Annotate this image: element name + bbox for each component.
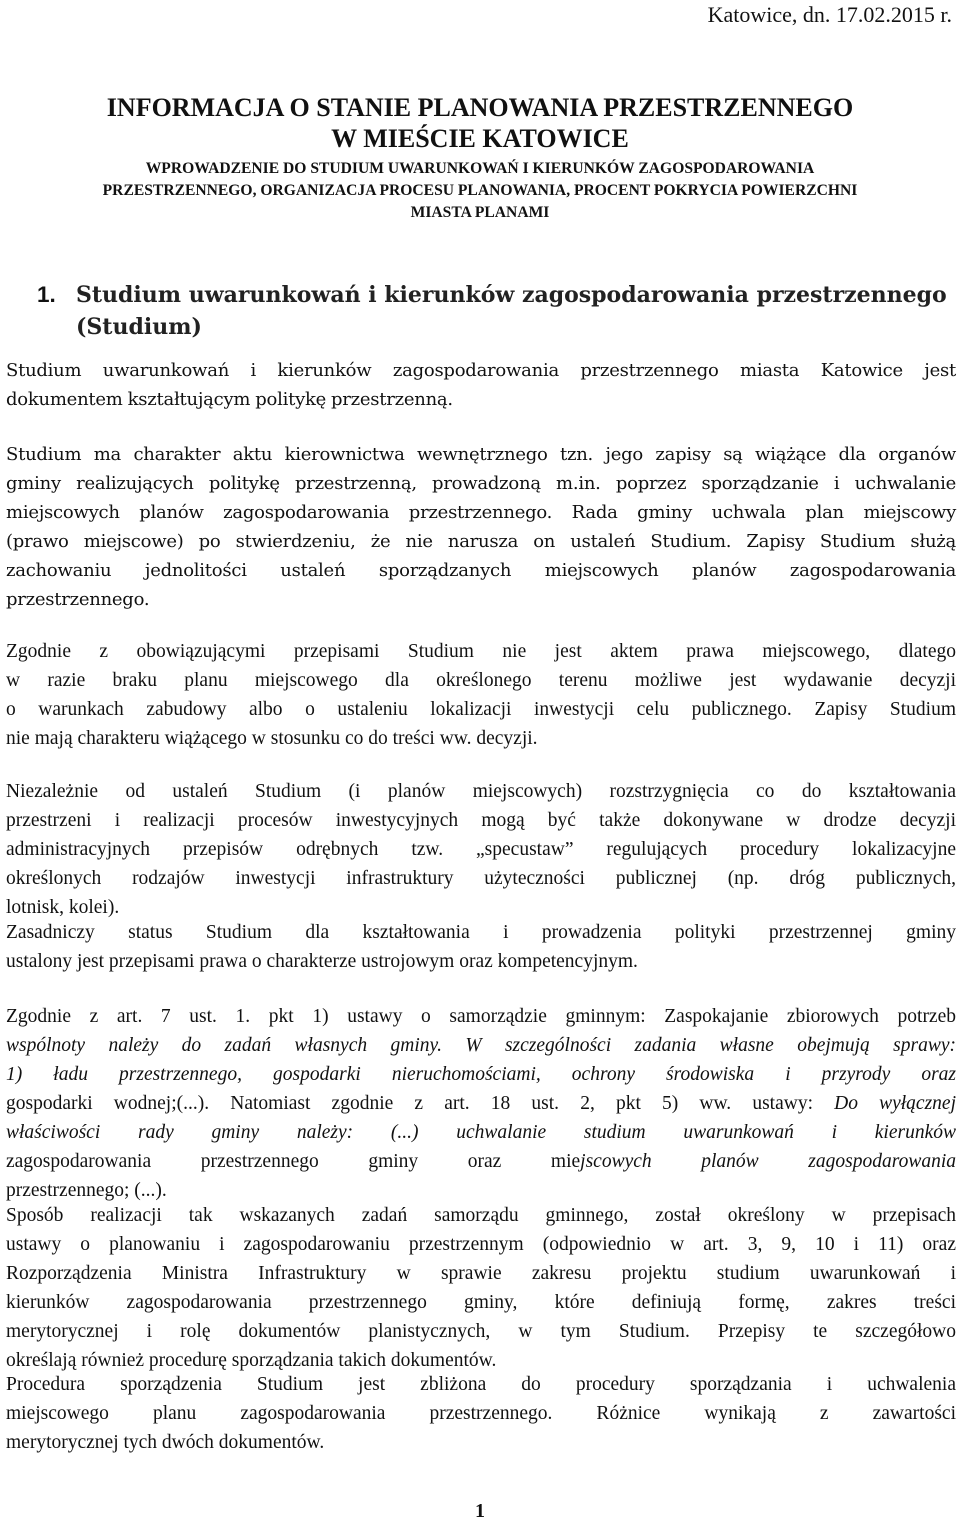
title-line-1: INFORMACJA O STANIE PLANOWANIA PRZESTRZENNEGO: [106, 93, 854, 122]
paragraph-line: Zgodnie z art. 7 ust. 1. pkt 1) ustawy o samorządzie gminnym: Zaspokajanie zbiorowych potrzeb: [6, 1006, 956, 1027]
document-date: Katowice, dn. 17.02.2015 r.: [707, 2, 952, 27]
paragraph-line: miejscowego planu zagospodarowania przestrzennego. Różnice wynikają z zawartości: [6, 1403, 956, 1424]
paragraph-line: Zasadniczy status Studium dla kształtowania i prowadzenia polityki przestrzennej gminy: [6, 922, 956, 943]
paragraph-line: administracyjnych przepisów odrębnych tzw. „specustaw” regulujących procedury lokalizacyjne: [6, 839, 956, 860]
paragraph-line: zachowaniu jednolitości ustaleń sporządzanych miejscowych planów zagospodarowania: [6, 560, 956, 581]
paragraph-4: [6, 777, 956, 922]
paragraph-line: gminy realizujących politykę przestrzenną, prowadzoną m.in. poprzez sporządzanie i uchwalanie: [6, 473, 956, 494]
section-number: 1.: [37, 282, 56, 307]
paragraph-line: przestrzeni i realizacji procesów inwestycyjnych mogą być także dokonywane w drodze decyzji: [6, 810, 956, 831]
quoted-text: 1) ładu przestrzennego, gospodarki nieruchomościami, ochrony środowiska i przyrody oraz: [6, 1064, 956, 1085]
paragraph-line: lotnisk, kolei).: [6, 897, 120, 918]
paragraph-line: [6, 1118, 956, 1147]
paragraph-5: [6, 918, 956, 976]
paragraph-7: [6, 1201, 956, 1375]
document-title: [0, 92, 960, 154]
paragraph-line: nie mają charakteru wiążącego w stosunku co do treści ww. decyzji.: [6, 728, 538, 749]
paragraph-1: [6, 356, 956, 414]
paragraph-line: o warunkach zabudowy albo o ustaleniu lokalizacji inwestycji celu publicznego. Zapisy Studium: [6, 699, 956, 720]
paragraph-8: [6, 1370, 956, 1457]
paragraph-2: [6, 440, 956, 614]
paragraph-line: określonych rodzajów inwestycji infrastruktury użyteczności publicznej (np. dróg publicznych,: [6, 868, 956, 889]
subtitle-line-2: PRZESTRZENNEGO, ORGANIZACJA PROCESU PLANOWANIA, PROCENT POKRYCIA POWIERZCHNI: [102, 182, 858, 199]
paragraph-line: [6, 1089, 956, 1118]
title-line-2: W MIEŚCIE KATOWICE: [331, 124, 629, 153]
subtitle-line-1: WPROWADZENIE DO STUDIUM UWARUNKOWAŃ I KIERUNKÓW ZAGOSPODAROWANIA: [145, 160, 815, 177]
paragraph-3: [6, 637, 956, 753]
paragraph-6: [6, 1002, 956, 1205]
paragraph-line: [6, 1147, 956, 1176]
paragraph-line: przestrzennego.: [6, 589, 150, 610]
quoted-text: Do wyłącznej: [834, 1093, 956, 1114]
paragraph-line: ustalony jest przepisami prawa o charakterze ustrojowym oraz kompetencyjnym.: [6, 951, 638, 972]
paragraph-line: miejscowych planów zagospodarowania przestrzennego. Rada gminy uchwala plan miejscowy: [6, 502, 956, 523]
paragraph-line: Studium uwarunkowań i kierunków zagospodarowania przestrzennego miasta Katowice jest: [6, 360, 956, 381]
paragraph-line: Sposób realizacji tak wskazanych zadań samorządu gminnego, został określony w przepisach: [6, 1205, 956, 1226]
subtitle-line-3: MIASTA PLANAMI: [410, 204, 550, 221]
quoted-text: jscowych planów zagospodarowania: [580, 1151, 956, 1172]
paragraph-line: kierunków zagospodarowania przestrzennego gminy, które definiują formę, zakres treści: [6, 1292, 956, 1313]
page-number: 1: [475, 1500, 485, 1522]
paragraph-line: w razie braku planu miejscowego dla określonego terenu możliwe jest wydawanie decyzji: [6, 670, 956, 691]
paragraph-line: ustawy o planowaniu i zagospodarowaniu przestrzennym (odpowiednio w art. 3, 9, 10 i 11) oraz: [6, 1234, 956, 1255]
document-subtitle: [0, 158, 960, 224]
paragraph-line: merytorycznej i rolę dokumentów planistycznych, w tym Studium. Przepisy te szczegółowo: [6, 1321, 956, 1342]
paragraph-line: dokumentem kształtującym politykę przestrzenną.: [6, 389, 453, 410]
paragraph-line: merytorycznej tych dwóch dokumentów.: [6, 1432, 325, 1453]
plain-text: gospodarki wodnej;(...). Natomiast zgodnie z art. 18 ust. 2, pkt 5) ww. ustawy:: [6, 1093, 835, 1114]
quoted-text: wspólnoty należy do zadań własnych gminy. W szczególności zadania własne obejmują sprawy:: [6, 1035, 956, 1056]
paragraph-line: Studium ma charakter aktu kierownictwa wewnętrznego tzn. jego zapisy są wiążące dla organów: [6, 444, 956, 465]
quoted-text: właściwości rady gminy należy: (...) uchwalanie studium uwarunkowań i kierunków: [6, 1122, 956, 1143]
paragraph-line: [6, 1060, 956, 1089]
section-heading-continued: (Studium): [76, 314, 202, 340]
paragraph-line: określają również procedurę sporządzania takich dokumentów.: [6, 1350, 497, 1371]
plain-text: zagospodarowania przestrzennego gminy oraz mie: [6, 1151, 581, 1172]
paragraph-line: przestrzennego; (...).: [6, 1180, 167, 1201]
paragraph-line: [6, 1031, 956, 1060]
paragraph-line: Niezależnie od ustaleń Studium (i planów miejscowych) rozstrzygnięcia co do kształtowania: [6, 781, 956, 802]
section-heading: Studium uwarunkowań i kierunków zagospodarowania przestrzennego: [76, 282, 947, 308]
paragraph-line: Zgodnie z obowiązującymi przepisami Studium nie jest aktem prawa miejscowego, dlatego: [6, 641, 956, 662]
paragraph-line: Procedura sporządzenia Studium jest zbliżona do procedury sporządzania i uchwalenia: [6, 1374, 956, 1395]
paragraph-line: Rozporządzenia Ministra Infrastruktury w sprawie zakresu projektu studium uwarunkowań i: [6, 1263, 956, 1284]
paragraph-line: (prawo miejscowe) po stwierdzeniu, że nie narusza on ustaleń Studium. Zapisy Studium służą: [6, 531, 956, 552]
